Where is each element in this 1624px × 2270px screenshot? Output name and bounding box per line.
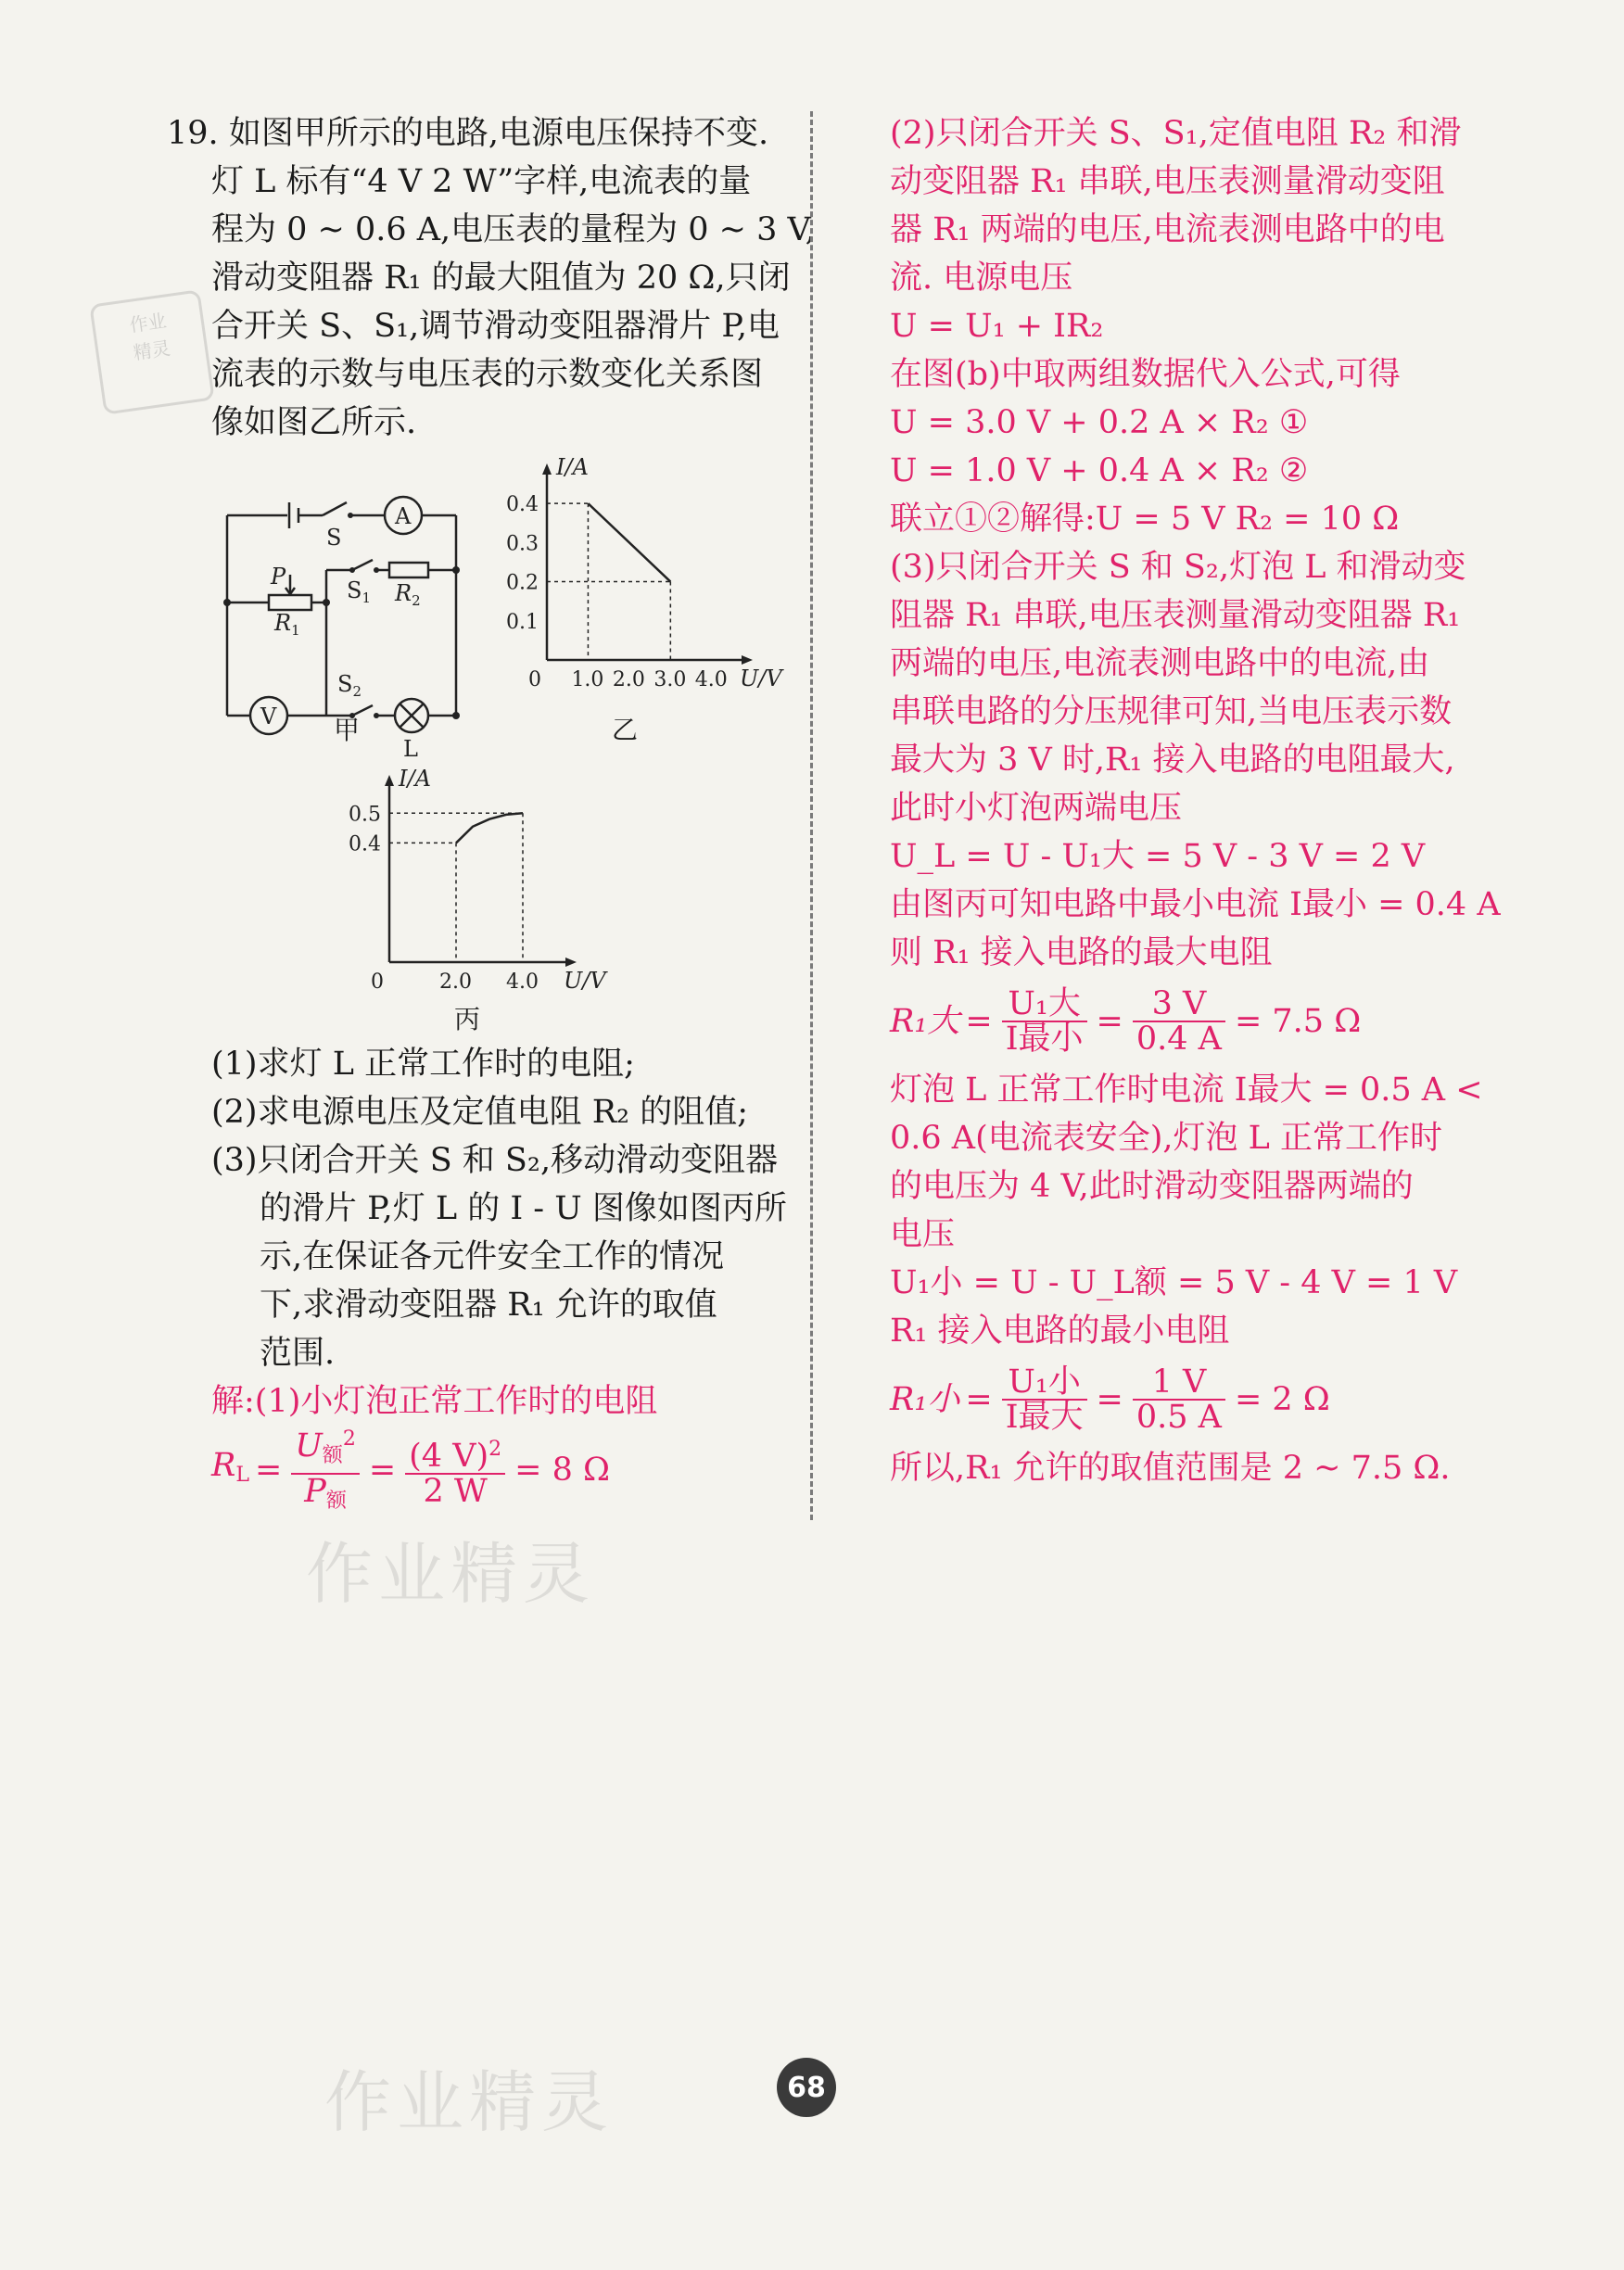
lamp-l-label: L xyxy=(403,736,418,762)
solution-intro: 解:(1)小灯泡正常工作时的电阻 xyxy=(211,1383,658,1420)
x-axis-label: U/V xyxy=(740,666,782,691)
voltmeter-label: V xyxy=(260,704,277,729)
rheostat-r1-label: $R_1$ xyxy=(274,610,300,639)
graph-bing xyxy=(343,760,606,1001)
problem-stem-line: 合开关 S、S₁,调节滑动变阻器滑片 P,电 xyxy=(211,308,780,345)
y-tick-label: 0.3 xyxy=(506,532,539,556)
figure-caption-bing: 丙 xyxy=(454,1004,481,1034)
y-axis-arrow xyxy=(385,775,394,786)
solution-line: U = 3.0 V + 0.2 A × R₂ ① xyxy=(890,404,1309,441)
equation-r1-max: R₁大 = $\frac{\text{U₁大}}{\text{I最小}}$ = $\frac{3 V}{0.4 A}$ = 7.5 Ω xyxy=(890,985,1362,1058)
solution-line: (2)只闭合开关 S、S₁,定值电阻 R₂ 和滑 xyxy=(890,115,1462,152)
solution-line: 器 R₁ 两端的电压,电流表测电路中的电 xyxy=(890,211,1445,248)
switch-s1-label: $S_1$ xyxy=(347,577,371,606)
problem-stem-line: 程为 0 ~ 0.6 A,电压表的量程为 0 ~ 3 V, xyxy=(211,211,816,248)
column-divider xyxy=(810,111,813,1520)
x-axis-arrow xyxy=(742,655,753,665)
right-column-solution xyxy=(890,109,1501,1492)
question-3-cont: 范围. xyxy=(260,1335,336,1372)
figure-caption-yi: 乙 xyxy=(612,715,639,745)
left-column xyxy=(167,109,816,447)
solution-line: 0.6 A(电流表安全),灯泡 L 正常工作时 xyxy=(890,1120,1442,1157)
problem-stem-line: 像如图乙所示. xyxy=(211,404,417,441)
ammeter-label: A xyxy=(395,503,412,529)
y-tick-label: 0.4 xyxy=(349,832,381,856)
origin-label: 0 xyxy=(371,970,384,994)
origin-label: 0 xyxy=(528,668,541,691)
x-tick-label: 2.0 xyxy=(612,668,645,691)
question-3-cont: 的滑片 P,灯 L 的 I - U 图像如图丙所 xyxy=(260,1190,787,1227)
solution-line: 阻器 R₁ 串联,电压表测量滑动变阻器 R₁ xyxy=(890,597,1461,634)
equation-rl: $R_L$ = $\frac{U_额^2}{P_额}$ = $\frac{(4 V)^2}{2 W}$ = 8 Ω xyxy=(167,1426,797,1515)
y-axis-arrow xyxy=(542,463,552,475)
question-3-cont: 下,求滑动变阻器 R₁ 允许的取值 xyxy=(260,1287,717,1324)
problem-stem-line: 19. 如图甲所示的电路,电源电压保持不变. xyxy=(167,115,769,152)
equation-r1-min: R₁小 = $\frac{\text{U₁小}}{\text{I最大}}$ = $\frac{1 V}{0.5 A}$ = 2 Ω xyxy=(890,1363,1330,1436)
solution-line: R₁ 接入电路的最小电阻 xyxy=(890,1313,1230,1350)
x-tick-label: 1.0 xyxy=(571,668,604,691)
x-tick-label: 4.0 xyxy=(506,970,539,994)
watermark-text: 作业精灵 xyxy=(324,2063,615,2141)
x-axis-arrow xyxy=(565,957,577,967)
y-axis-label: I/A xyxy=(399,766,431,792)
y-tick-label: 0.2 xyxy=(506,571,539,595)
problem-stem-line: 灯 L 标有“4 V 2 W”字样,电流表的量 xyxy=(211,163,752,200)
solution-line: 最大为 3 V 时,R₁ 接入电路的电阻最大, xyxy=(890,742,1455,779)
question-2: (2)求电源电压及定值电阻 R₂ 的阻值; xyxy=(211,1094,749,1131)
solution-line: 动变阻器 R₁ 串联,电压表测量滑动变阻 xyxy=(890,163,1445,200)
solution-line: 电压 xyxy=(890,1216,956,1253)
solution-line: 由图丙可知电路中最小电流 I最小 = 0.4 A xyxy=(890,886,1501,923)
problem-number: 19. xyxy=(167,115,219,152)
graph-yi xyxy=(491,454,788,704)
figure-caption-jia: 甲 xyxy=(334,715,361,745)
series-line xyxy=(456,813,523,843)
circuit-diagram xyxy=(213,482,491,762)
problem-stem-line: 流表的示数与电压表的示数变化关系图 xyxy=(211,356,764,393)
solution-line: (3)只闭合开关 S 和 S₂,灯泡 L 和滑动变 xyxy=(890,549,1466,586)
solution-line: 灯泡 L 正常工作时电流 I最大 = 0.5 A < xyxy=(890,1072,1483,1109)
y-tick-label: 0.4 xyxy=(506,493,539,517)
y-axis-label: I/A xyxy=(556,454,589,480)
question-3: (3)只闭合开关 S 和 S₂,移动滑动变阻器 xyxy=(211,1142,779,1179)
solution-line: 流. 电源电压 xyxy=(890,260,1073,297)
solution-line: U = U₁ + IR₂ xyxy=(890,308,1104,345)
question-1: (1)求灯 L 正常工作时的电阻; xyxy=(211,1046,635,1083)
solution-line: 此时小灯泡两端电压 xyxy=(890,790,1183,827)
x-tick-label: 4.0 xyxy=(694,668,728,691)
switch-s2-label: $S_2$ xyxy=(337,671,362,700)
solution-line: 串联电路的分压规律可知,当电压表示数 xyxy=(890,693,1453,730)
solution-line: U = 1.0 V + 0.4 A × R₂ ② xyxy=(890,452,1309,489)
question-3-cont: 示,在保证各元件安全工作的情况 xyxy=(260,1238,725,1275)
solution-line: U_L = U - U₁大 = 5 V - 3 V = 2 V xyxy=(890,838,1426,875)
watermark-stamp: 作业 精灵 xyxy=(89,289,215,415)
solution-line: 则 R₁ 接入电路的最大电阻 xyxy=(890,934,1273,971)
solution-line: U₁小 = U - U_L额 = 5 V - 4 V = 1 V xyxy=(890,1264,1458,1301)
solution-conclusion: 所以,R₁ 允许的取值范围是 2 ~ 7.5 Ω. xyxy=(890,1450,1451,1487)
resistor-r2-label: $R_2$ xyxy=(395,580,421,609)
solution-line: 在图(b)中取两组数据代入公式,可得 xyxy=(890,356,1401,393)
solution-line: 联立①②解得:U = 5 V R₂ = 10 Ω xyxy=(890,501,1400,538)
page-number: 68 xyxy=(777,2058,836,2117)
questions xyxy=(167,1040,797,1515)
solution-line: 的电压为 4 V,此时滑动变阻器两端的 xyxy=(890,1168,1414,1205)
switch-s-label: S xyxy=(326,525,342,551)
problem-stem-line: 滑动变阻器 R₁ 的最大阻值为 20 Ω,只闭 xyxy=(211,260,791,297)
y-tick-label: 0.1 xyxy=(506,610,539,634)
solution-line: 两端的电压,电流表测电路中的电流,由 xyxy=(890,645,1430,682)
x-axis-label: U/V xyxy=(564,968,606,994)
x-tick-label: 3.0 xyxy=(653,668,687,691)
series-line xyxy=(588,503,670,581)
slider-p-label: P xyxy=(271,564,286,590)
x-tick-label: 2.0 xyxy=(439,970,472,994)
y-tick-label: 0.5 xyxy=(349,803,381,827)
watermark-text: 作业精灵 xyxy=(306,1535,596,1613)
